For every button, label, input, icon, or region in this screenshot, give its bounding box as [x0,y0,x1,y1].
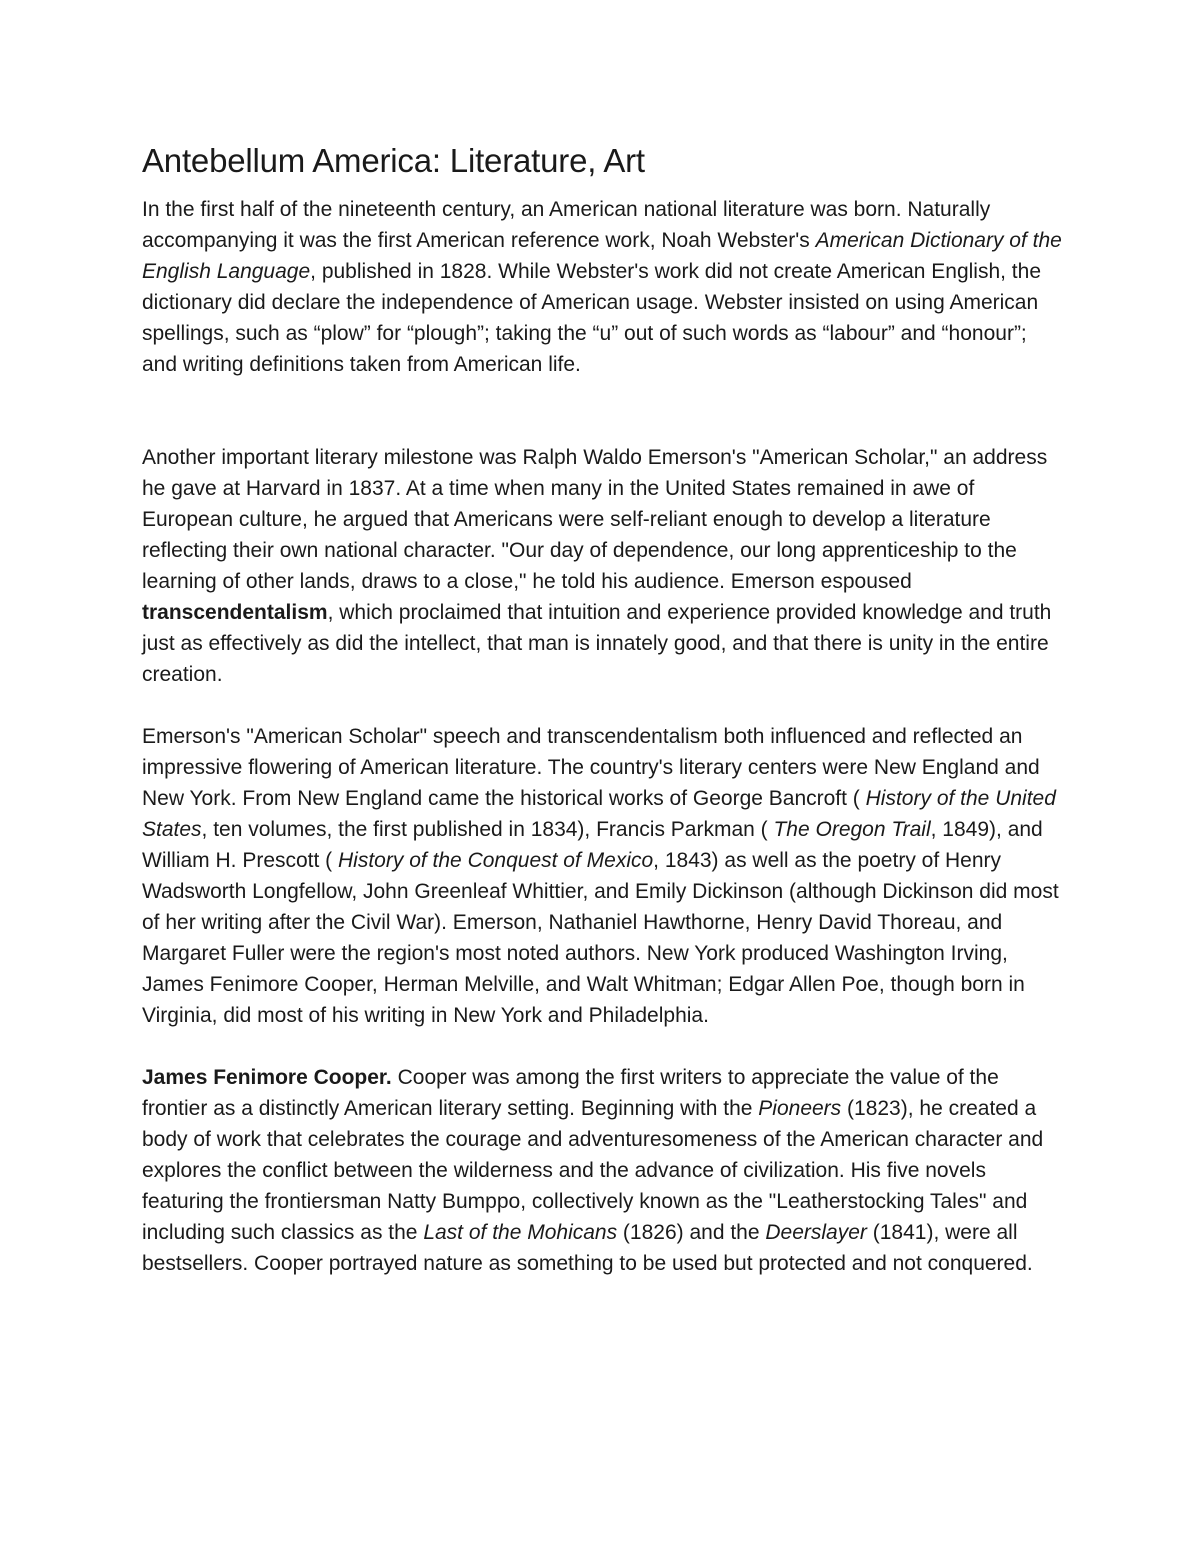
text-run: Another important literary milestone was Ralph Waldo Emerson's "American Scholar," an address he gave at Harvard in 1837. At a time when many in the United States remained in awe of European culture, he argued that Americans were self-reliant enough to develop a literature reflecting their own national character. "Our day of dependence, our long apprenticeship to the learning of other lands, draws to a close," he told his audience. Emerson espoused [142,446,1048,593]
text-run: Emerson's "American Scholar" speech and transcendentalism both influenced and reflected an impressive flowering of American literature. The country's literary centers were New England and New York. From New England came the historical works of George Bancroft ( [142,725,1040,810]
italic-title: Deerslayer [765,1221,867,1244]
italic-title: Pioneers [758,1097,842,1120]
text-run: (1826) and the [617,1221,766,1244]
italic-title: History of the United States [142,787,1056,841]
text-run: (1823), he created a body of work that celebrates the courage and adventuresomeness of the American character and explores the conflict between the wilderness and the advance of civilization. His five novels featuring the frontiersman Natty Bumppo, collectively known as the "Leatherstocking Tales" and including such classics as the [142,1097,1044,1244]
text-run: (1841), were all bestsellers. Cooper portrayed nature as something to be used but protected and not conquered. [142,1221,1033,1275]
text-run: Cooper was among the first writers to appreciate the value of the frontier as a distinctly American literary setting. Beginning with the [142,1066,999,1120]
text-run: In the first half of the nineteenth century, an American national literature was born. Naturally accompanying it was the first American reference work, Noah Webster's [142,198,991,252]
paragraph-emerson [142,442,1067,690]
text-run: , ten volumes, the first published in 1834), Francis Parkman ( [201,818,774,841]
text-run: , published in 1828. While Webster's work did not create American English, the dictionary did declare the independence of American usage. Webster insisted on using American spellings, such as “plow” for “plough”; taking the “u” out of such words as “labour” and “honour”; and writing definitions taken from American life. [142,260,1041,376]
text-run: , 1849), and William H. Prescott ( [142,818,1043,872]
document-body [142,138,1067,1279]
paragraph-webster [142,194,1067,380]
bold-heading: James Fenimore Cooper. [142,1066,392,1089]
text-run: , which proclaimed that intuition and experience provided knowledge and truth just as effectively as did the intellect, that man is innately good, and that there is unity in the entire creation. [142,601,1052,686]
bold-term: transcendentalism [142,601,328,624]
paragraph-cooper [142,1062,1067,1279]
text-run: , 1843) as well as the poetry of Henry Wadsworth Longfellow, John Greenleaf Whittier, and Emily Dickinson (although Dickinson did most of her writing after the Civil War). Emerson, Nathaniel Hawthorne, Henry David Thoreau, and Margaret Fuller were the region's most noted authors. New York produced Washington Irving, James Fenimore Cooper, Herman Melville, and Walt Whitman; Edgar Allen Poe, though born in Virginia, did most of his writing in New York and Philadelphia. [142,849,1059,1027]
italic-title: History of the Conquest of Mexico [338,849,654,872]
paragraph-literary-centers [142,721,1067,1031]
italic-title: American Dictionary of the English Language [142,229,1062,283]
document-title: Antebellum America: Literature, Art [142,142,645,179]
italic-title: Last of the Mohicans [423,1221,618,1244]
italic-title: The Oregon Trail [773,818,931,841]
